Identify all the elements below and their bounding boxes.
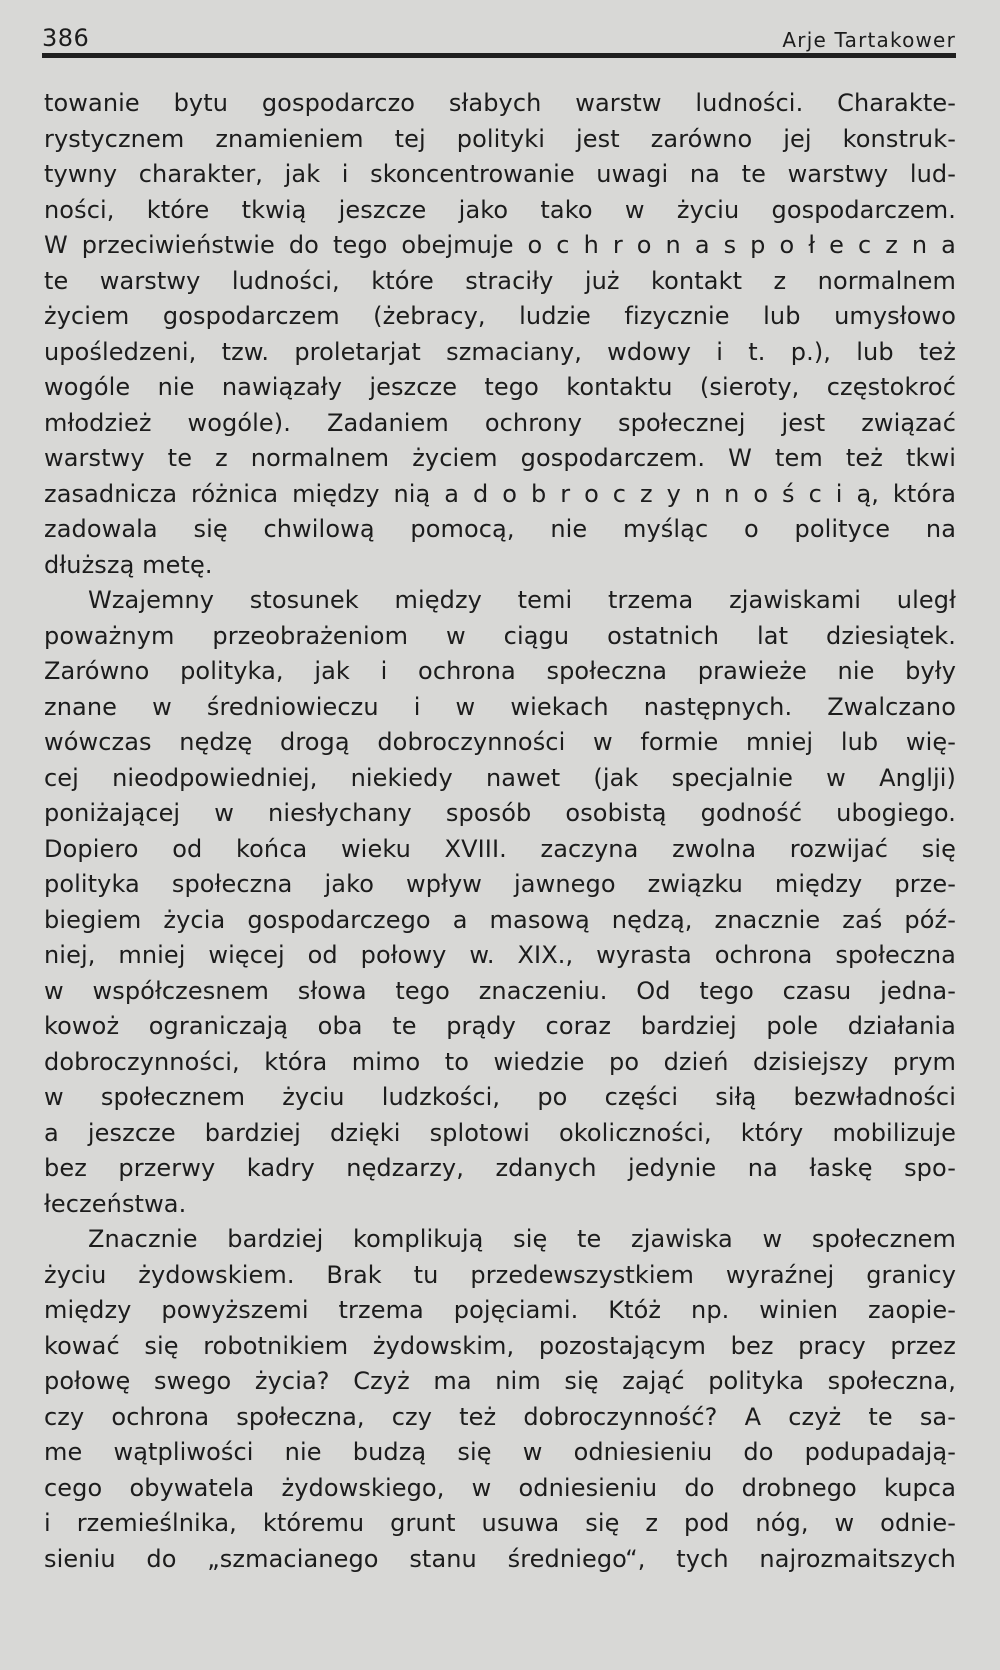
text-line: biegiem życia gospodarczego a masową nędzą, znacznie zaś póź-	[44, 905, 956, 934]
text-line: ności, które tkwią jeszcze jako tako w życiu gospodarczem.	[44, 195, 956, 224]
paragraph-2	[44, 583, 956, 1222]
text-line: połowę swego życia? Czyż ma nim się zająć polityka społeczna,	[44, 1367, 956, 1395]
text-line: w społecznem życiu ludzkości, po części siłą bezwładności	[44, 1083, 956, 1111]
text-line: W przeciwieństwie do tego obejmuje o c h r o n a s p o ł e c z n a	[44, 231, 956, 259]
text-line: zadowala się chwilową pomocą, nie myśląc o polityce na	[44, 515, 956, 543]
page-number: 386	[42, 24, 90, 52]
text-line: i rzemieślnika, któremu grunt usuwa się z pod nóg, w odnie-	[44, 1509, 956, 1537]
text-line: zasadnicza różnica między nią a d o b r o c z y n n o ś c i ą, która	[44, 479, 956, 508]
text-line: sieniu do „szmacianego stanu średniego“, tych najrozmaitszych	[44, 1544, 956, 1573]
text-line: wówczas nędzę drogą dobroczynności w formie mniej lub wię-	[44, 728, 956, 756]
text-line: Zarówno polityka, jak i ochrona społeczna prawieże nie były	[44, 657, 956, 685]
body-text	[44, 86, 956, 1577]
text-line: kować się robotnikiem żydowskim, pozostającym bez pracy przez	[44, 1331, 956, 1360]
text-line: Wzajemny stosunek między temi trzema zjawiskami uległ	[88, 586, 956, 614]
text-line: dłuższą metę.	[44, 550, 213, 579]
text-line: młodzież wogóle). Zadaniem ochrony społecznej jest związać	[44, 408, 956, 437]
text-line: czy ochrona społeczna, czy też dobroczynność? A czyż te sa-	[44, 1402, 956, 1431]
paragraph-1	[44, 86, 956, 583]
text-line: życiem gospodarczem (żebracy, ludzie fizycznie lub umysłowo	[44, 302, 956, 330]
text-line: poważnym przeobrażeniom w ciągu ostatnich lat dziesiątek.	[44, 621, 956, 650]
text-line: cego obywatela żydowskiego, w odniesieniu do drobnego kupca	[44, 1473, 956, 1502]
text-line: bez przerwy kadry nędzarzy, zdanych jedynie na łaskę spo-	[44, 1154, 956, 1182]
text-line: wogóle nie nawiązały jeszcze tego kontaktu (sieroty, częstokroć	[44, 373, 956, 401]
text-line: me wątpliwości nie budzą się w odniesieniu do podupadają-	[44, 1438, 956, 1466]
running-head-author: Arje Tartakower	[782, 28, 956, 52]
text-line: dobroczynności, która mimo to wiedzie po dzień dzisiejszy prym	[44, 1047, 956, 1076]
paragraph-3	[44, 1222, 956, 1577]
text-line: życiu żydowskiem. Brak tu przedewszystkiem wyraźnej granicy	[44, 1260, 956, 1289]
text-line: kowoż ograniczają oba te prądy coraz bardziej pole działania	[44, 1012, 956, 1040]
text-line: łeczeństwa.	[44, 1189, 187, 1218]
text-line: Dopiero od końca wieku XVIII. zaczyna zwolna rozwijać się	[44, 834, 956, 863]
text-line: poniżającej w niesłychany sposób osobistą godność ubogiego.	[44, 799, 956, 827]
text-line: towanie bytu gospodarczo słabych warstw ludności. Charakte-	[44, 89, 956, 117]
text-line: a jeszcze bardziej dzięki splotowi okoliczności, który mobilizuje	[44, 1118, 956, 1147]
text-line: między powyższemi trzema pojęciami. Któż np. winien zaopie-	[44, 1296, 956, 1324]
text-line: te warstwy ludności, które straciły już kontakt z normalnem	[44, 266, 956, 295]
text-line: rystycznem znamieniem tej polityki jest zarówno jej konstruk-	[44, 124, 956, 153]
text-line: Znacznie bardziej komplikują się te zjawiska w społecznem	[88, 1225, 956, 1253]
header-rule	[42, 53, 956, 58]
text-line: cej nieodpowiedniej, niekiedy nawet (jak specjalnie w Anglji)	[44, 763, 956, 792]
text-line: warstwy te z normalnem życiem gospodarczem. W tem też tkwi	[44, 444, 956, 472]
text-line: w współczesnem słowa tego znaczeniu. Od tego czasu jedna-	[44, 976, 956, 1005]
text-line: tywny charakter, jak i skoncentrowanie uwagi na te warstwy lud-	[44, 160, 956, 188]
text-line: znane w średniowieczu i w wiekach następnych. Zwalczano	[44, 692, 956, 721]
text-line: niej, mniej więcej od połowy w. XIX., wyrasta ochrona społeczna	[44, 941, 956, 969]
text-line: polityka społeczna jako wpływ jawnego związku między prze-	[44, 870, 956, 898]
text-line: upośledzeni, tzw. proletarjat szmaciany, wdowy i t. p.), lub też	[44, 337, 956, 366]
